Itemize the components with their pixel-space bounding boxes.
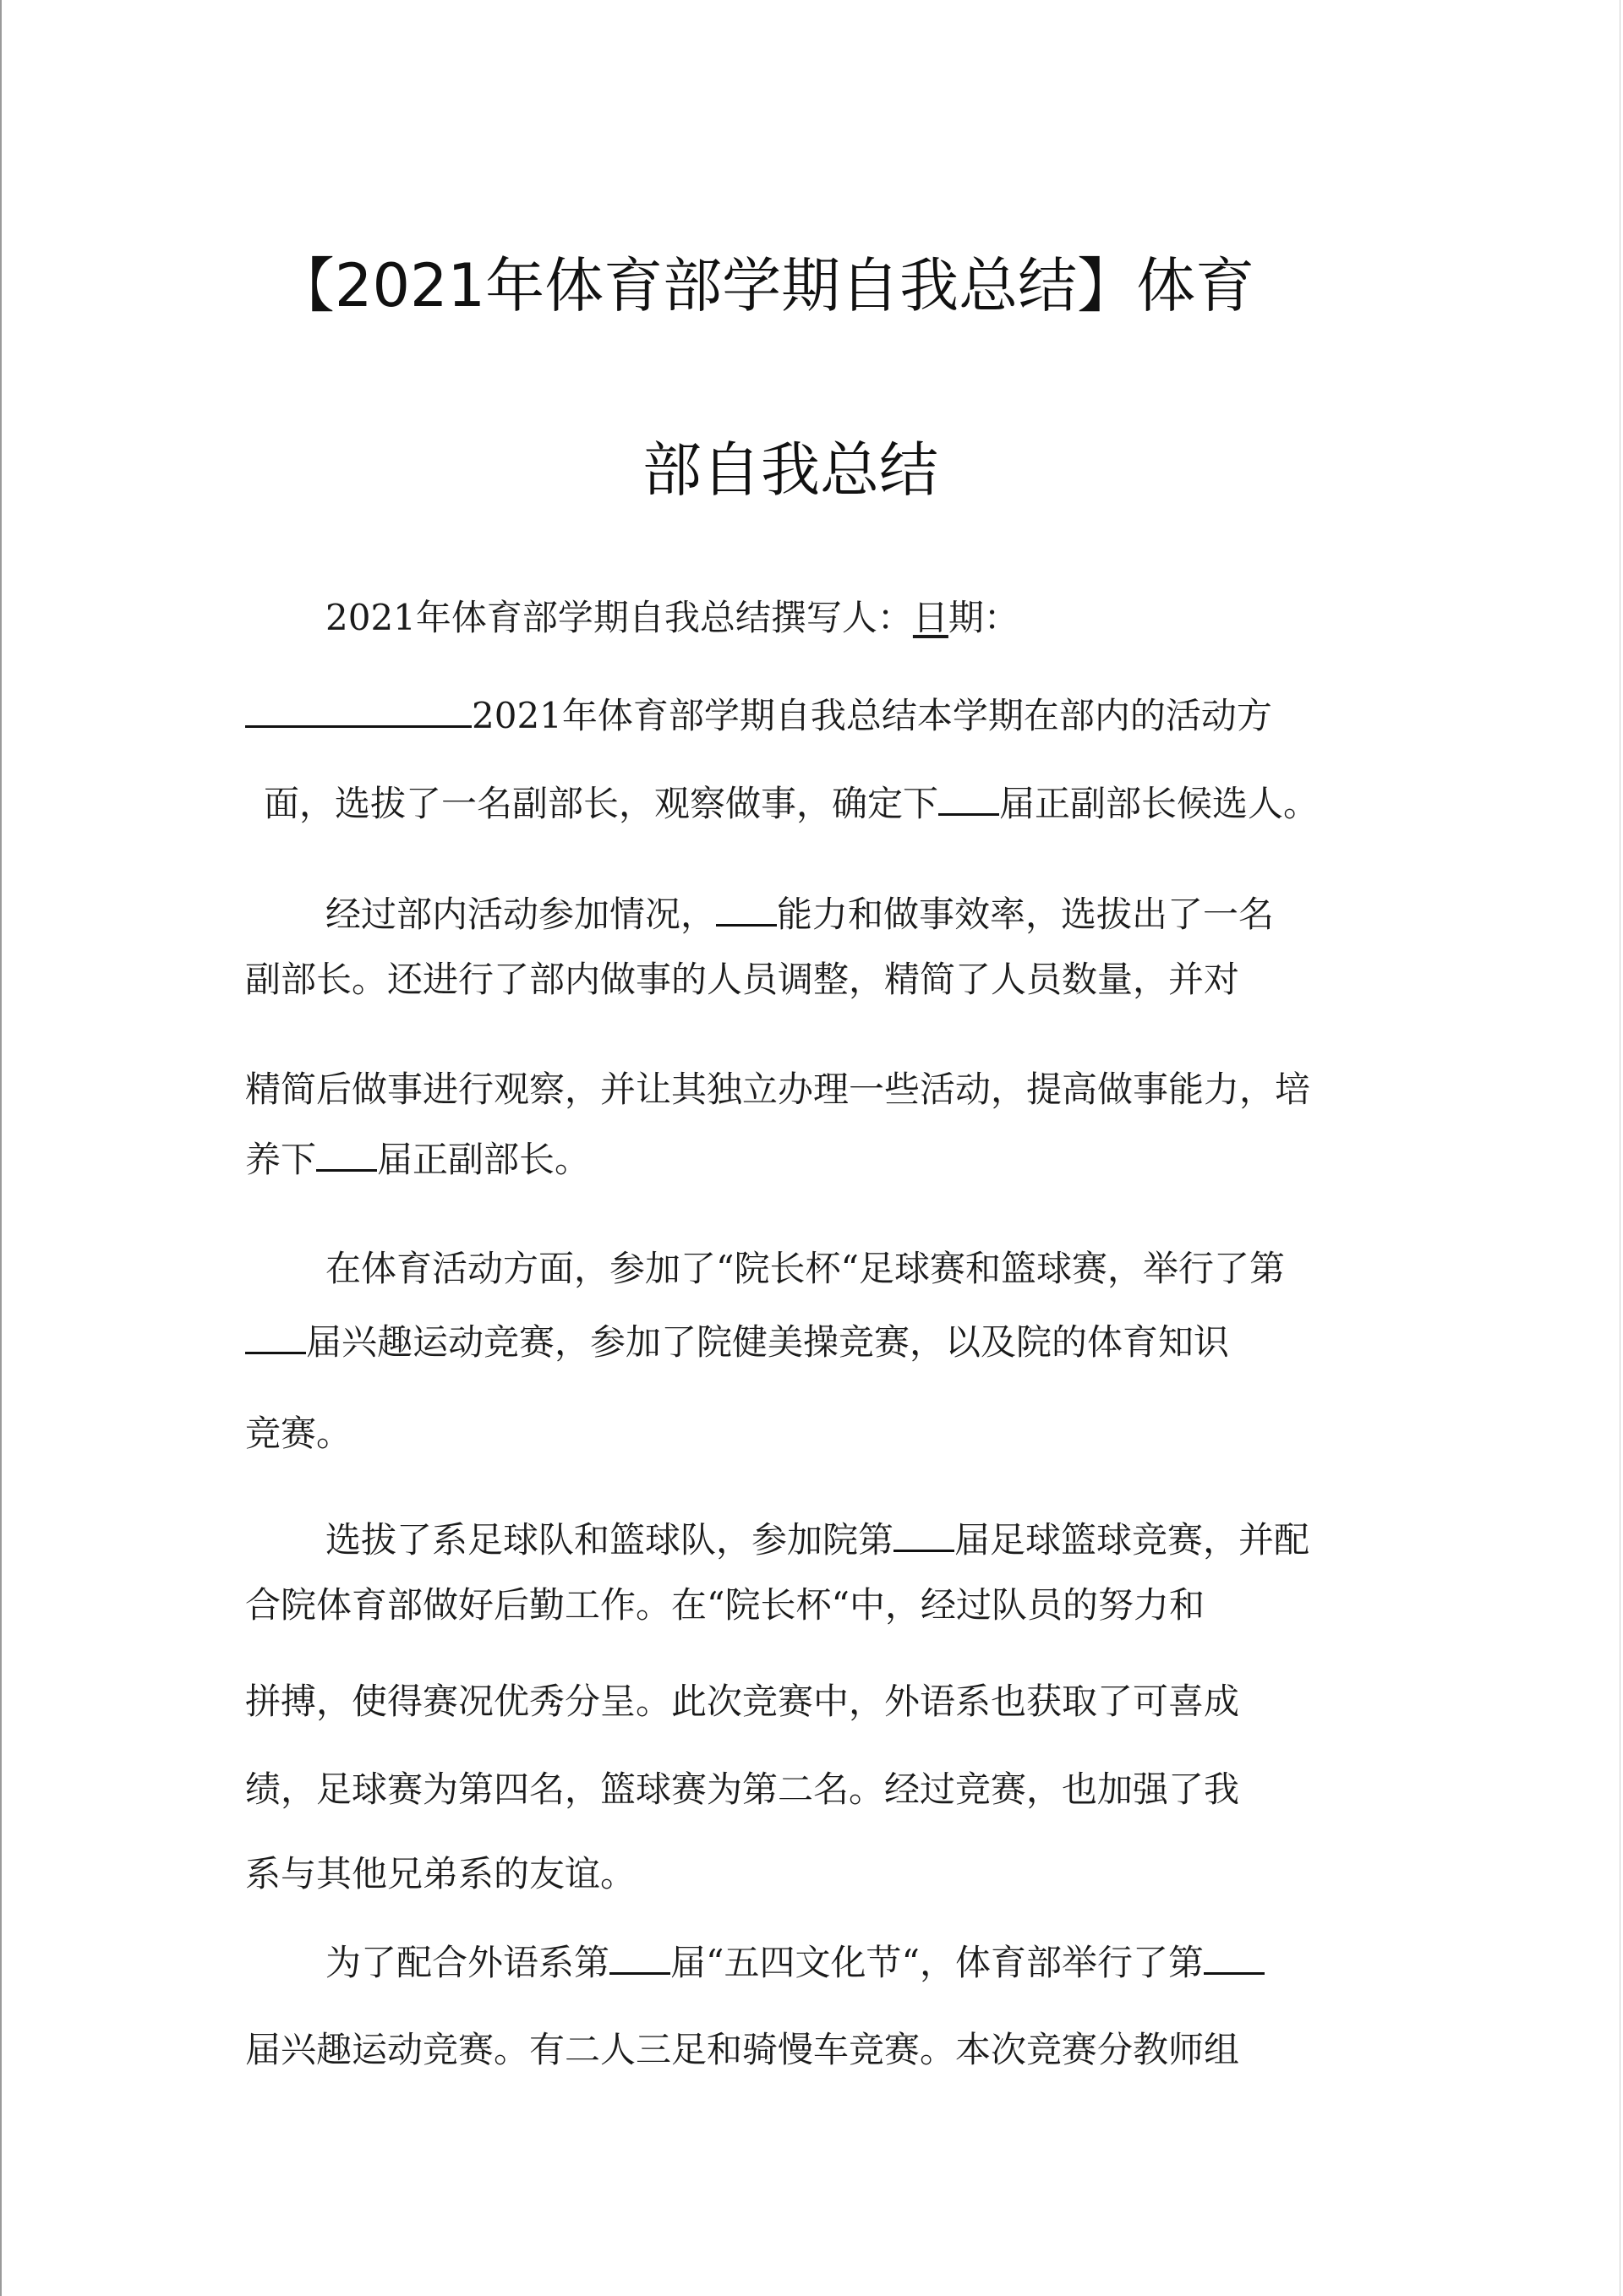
p4-line-5: 系与其他兄弟系的友谊。 [245, 1853, 637, 1894]
p4-line-4: 绩，足球赛为第四名，篮球赛为第二名。经过竞赛，也加强了我 [245, 1768, 1240, 1810]
fill-blank [316, 1139, 377, 1172]
p4-line-2: 合院体育部做好后勤工作。在“院长杯“中，经过队员的努力和 [245, 1584, 1205, 1626]
p1-line-2-a: 面，选拔了一名副部长，观察做事，确定下 [264, 783, 939, 824]
p1-line-1 [245, 695, 1272, 734]
header-line [325, 597, 1019, 638]
document-title-line-1: 【2021年体育部学期自我总结】体育 [275, 251, 1255, 320]
fill-blank [245, 1321, 306, 1354]
p1-line-2 [264, 783, 1319, 822]
p4-line-3: 拼搏，使得赛况优秀分呈。此次竞赛中，外语系也获取了可喜成 [245, 1681, 1240, 1722]
fill-blank [938, 783, 999, 816]
p2-line-1-b: 能力和做事效率，选拔出了一名 [777, 894, 1275, 935]
p2-line-4 [245, 1139, 590, 1178]
p2-line-2: 副部长。还进行了部内做事的人员调整，精简了人员数量，并对 [245, 959, 1240, 1000]
date-char: 日 [912, 597, 948, 638]
p5-line-1-b: 届“五四文化节“，体育部举行了第 [670, 1942, 1204, 1983]
p5-line-2: 届兴趣运动竞赛。有二人三足和骑慢车竞赛。本次竞赛分教师组 [245, 2029, 1240, 2070]
fill-blank [893, 1519, 954, 1552]
p3-line-2 [245, 1321, 1230, 1363]
fill-blank [609, 1942, 670, 1975]
date-suffix: 期： [948, 597, 1019, 638]
fill-blank [716, 894, 777, 927]
p2-line-4-a: 养下 [245, 1139, 317, 1180]
p3-line-2-b: 届兴趣运动竞赛，参加了院健美操竞赛，以及院的体育知识 [306, 1321, 1230, 1363]
fill-blank [1204, 1942, 1265, 1975]
p2-line-3: 精简后做事进行观察，并让其独立办理一些活动，提高做事能力，培 [245, 1069, 1311, 1110]
p5-line-1-a: 为了配合外语系第 [325, 1942, 610, 1983]
p3-line-3: 竞赛。 [245, 1413, 352, 1454]
p2-line-4-b: 届正副部长。 [377, 1139, 591, 1180]
fill-blank [245, 695, 472, 728]
p4-line-1-b: 届足球篮球竞赛，并配 [954, 1519, 1310, 1561]
p1-line-1-text: 2021年体育部学期自我总结本学期在部内的活动方 [472, 695, 1272, 736]
header-text: 2021年体育部学期自我总结撰写人： [325, 597, 913, 638]
p2-line-1 [325, 894, 1275, 935]
p3-line-1: 在体育活动方面，参加了“院长杯“足球赛和篮球赛，举行了第 [325, 1248, 1285, 1289]
p5-line-1 [325, 1942, 1265, 1981]
p2-line-1-a: 经过部内活动参加情况， [325, 894, 717, 935]
p4-line-1 [325, 1519, 1310, 1561]
p1-line-2-b: 届正副部长候选人。 [999, 783, 1320, 824]
document-title-line-2: 部自我总结 [642, 435, 938, 505]
p4-line-1-a: 选拔了系足球队和篮球队，参加院第 [325, 1519, 894, 1561]
